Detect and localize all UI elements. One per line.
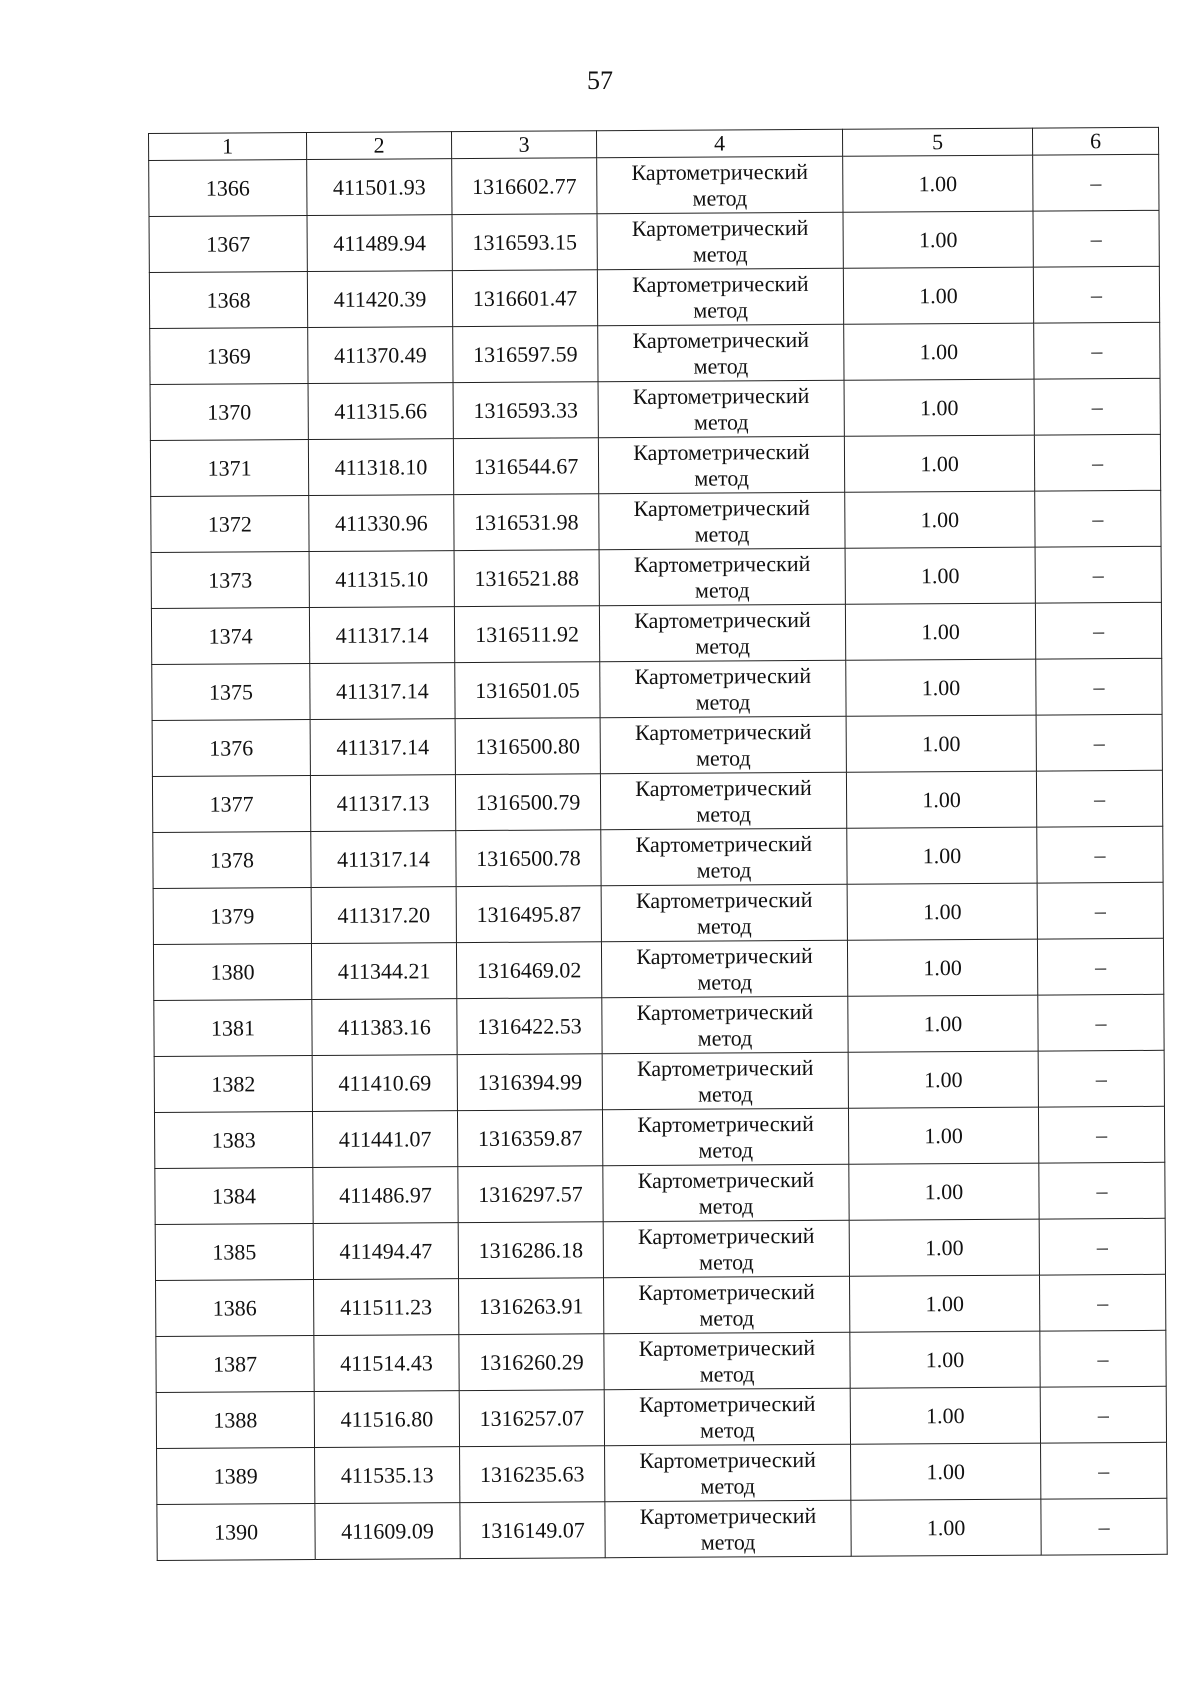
method-line1: Картометрический (634, 718, 812, 745)
y-coordinate-cell: 1316521.88 (454, 550, 599, 607)
method-cell (598, 380, 844, 438)
table-row (151, 546, 1161, 608)
method-line1: Картометрический (632, 270, 809, 297)
table-row (156, 1386, 1166, 1448)
method-line1: Картометрический (636, 1054, 814, 1081)
x-coordinate-cell: 411317.14 (310, 663, 455, 720)
table-row (149, 154, 1159, 216)
x-coordinate-cell: 411370.49 (308, 327, 453, 384)
page-number: 57 (587, 66, 613, 95)
method-line2: метод (696, 800, 752, 827)
x-coordinate-cell: 411535.13 (315, 1447, 460, 1504)
method-line1: Картометрический (632, 326, 810, 353)
x-coordinate-cell: 411317.13 (310, 775, 455, 832)
method-cell (604, 1388, 850, 1446)
x-coordinate-cell: 411344.21 (311, 943, 456, 1000)
y-coordinate-cell: 1316593.33 (453, 382, 598, 439)
accuracy-cell: 1.00 (849, 1219, 1039, 1276)
accuracy-cell: 1.00 (848, 995, 1038, 1052)
x-coordinate-cell: 411516.80 (314, 1391, 459, 1448)
method-cell (600, 772, 846, 830)
point-number-cell: 1384 (155, 1168, 313, 1225)
y-coordinate-cell: 1316501.05 (455, 662, 600, 719)
accuracy-cell: 1.00 (848, 1107, 1038, 1164)
y-coordinate-cell: 1316263.91 (459, 1278, 604, 1335)
y-coordinate-cell: 1316495.87 (456, 886, 601, 943)
y-coordinate-cell: 1316469.02 (456, 942, 601, 999)
method-cell (597, 268, 843, 326)
table-row (154, 1106, 1164, 1168)
accuracy-cell: 1.00 (843, 155, 1033, 212)
remark-cell: – (1039, 1218, 1165, 1275)
x-coordinate-cell: 411383.16 (312, 999, 457, 1056)
method-cell (600, 660, 846, 718)
y-coordinate-cell: 1316394.99 (457, 1054, 602, 1111)
method-cell (604, 1276, 850, 1334)
x-coordinate-cell: 411410.69 (312, 1055, 457, 1112)
table-row (153, 826, 1163, 888)
y-coordinate-cell: 1316511.92 (454, 606, 599, 663)
point-number-cell: 1383 (154, 1112, 312, 1169)
remark-cell: – (1035, 490, 1161, 547)
table-row (153, 938, 1163, 1000)
y-coordinate-cell: 1316286.18 (458, 1222, 603, 1279)
column-header: 4 (596, 129, 842, 158)
column-header: 6 (1032, 127, 1158, 155)
y-coordinate-cell: 1316597.59 (453, 326, 598, 383)
method-line2: метод (694, 464, 749, 491)
table-row (153, 882, 1163, 944)
point-number-cell: 1366 (149, 160, 307, 217)
y-coordinate-cell: 1316235.63 (460, 1446, 605, 1503)
column-header: 5 (842, 128, 1032, 156)
remark-cell: – (1033, 266, 1159, 323)
method-cell (602, 1108, 848, 1166)
method-line2: метод (698, 1192, 754, 1219)
y-coordinate-cell: 1316257.07 (459, 1390, 604, 1447)
method-line1: Картометрический (638, 1278, 815, 1305)
method-cell (602, 996, 848, 1054)
table-row (156, 1330, 1166, 1392)
method-cell (605, 1444, 851, 1502)
table-row (155, 1218, 1165, 1280)
method-line1: Картометрический (631, 214, 809, 241)
method-cell (598, 436, 844, 494)
point-number-cell: 1379 (153, 888, 311, 945)
method-cell (599, 548, 845, 606)
point-number-cell: 1378 (153, 832, 311, 889)
method-cell (600, 716, 846, 774)
method-line1: Картометрический (632, 382, 810, 409)
method-line1: Картометрический (633, 494, 811, 521)
method-line2: метод (697, 968, 753, 995)
point-number-cell: 1382 (154, 1056, 312, 1113)
accuracy-cell: 1.00 (845, 491, 1035, 548)
method-line1: Картометрический (639, 1502, 817, 1529)
point-number-cell: 1369 (150, 328, 308, 385)
remark-cell: – (1036, 658, 1162, 715)
method-cell (603, 1220, 849, 1278)
x-coordinate-cell: 411609.09 (315, 1503, 460, 1560)
point-number-cell: 1388 (156, 1392, 314, 1449)
table-row (152, 714, 1162, 776)
point-number-cell: 1371 (150, 440, 308, 497)
point-number-cell: 1385 (155, 1224, 313, 1281)
method-cell (605, 1500, 851, 1558)
table-row (150, 434, 1160, 496)
x-coordinate-cell: 411501.93 (307, 159, 452, 216)
remark-cell: – (1035, 602, 1161, 659)
remark-cell: – (1037, 826, 1163, 883)
method-line1: Картометрический (631, 158, 809, 185)
remark-cell: – (1034, 434, 1160, 491)
point-number-cell: 1390 (157, 1504, 315, 1561)
method-cell (599, 492, 845, 550)
point-number-cell: 1380 (153, 944, 311, 1001)
remark-cell: – (1038, 994, 1164, 1051)
accuracy-cell: 1.00 (849, 1163, 1039, 1220)
table-row (151, 490, 1161, 552)
y-coordinate-cell: 1316601.47 (452, 270, 597, 327)
y-coordinate-cell: 1316500.78 (456, 830, 601, 887)
x-coordinate-cell: 411317.14 (310, 719, 455, 776)
point-number-cell: 1374 (151, 608, 309, 665)
method-line2: метод (700, 1416, 755, 1443)
remark-cell: – (1040, 1330, 1166, 1387)
point-number-cell: 1386 (156, 1280, 314, 1337)
method-cell (597, 156, 843, 214)
point-number-cell: 1381 (154, 1000, 312, 1057)
method-line1: Картометрический (638, 1390, 816, 1417)
method-line2: метод (698, 1136, 754, 1163)
remark-cell: – (1034, 378, 1160, 435)
method-line2: метод (694, 576, 750, 603)
method-cell (597, 212, 843, 270)
y-coordinate-cell: 1316531.98 (454, 494, 599, 551)
x-coordinate-cell: 411489.94 (307, 215, 452, 272)
method-cell (599, 604, 845, 662)
remark-cell: – (1038, 1050, 1164, 1107)
accuracy-cell: 1.00 (847, 827, 1037, 884)
y-coordinate-cell: 1316500.79 (455, 774, 600, 831)
table-row (151, 602, 1161, 664)
method-line2: метод (694, 520, 750, 547)
method-cell (602, 1052, 848, 1110)
table-row (156, 1274, 1166, 1336)
table-body (149, 154, 1168, 1560)
method-cell (604, 1332, 850, 1390)
method-cell (603, 1164, 849, 1222)
x-coordinate-cell: 411330.96 (309, 495, 454, 552)
y-coordinate-cell: 1316359.87 (457, 1110, 602, 1167)
remark-cell: – (1038, 1106, 1164, 1163)
y-coordinate-cell: 1316593.15 (452, 214, 597, 271)
point-number-cell: 1368 (149, 272, 307, 329)
y-coordinate-cell: 1316544.67 (453, 438, 598, 495)
y-coordinate-cell: 1316602.77 (452, 158, 597, 215)
point-number-cell: 1373 (151, 552, 309, 609)
accuracy-cell: 1.00 (843, 211, 1033, 268)
method-line2: метод (693, 352, 749, 379)
table-row (155, 1162, 1165, 1224)
method-line2: метод (695, 688, 751, 715)
column-header: 3 (451, 131, 596, 159)
remark-cell: – (1039, 1162, 1165, 1219)
accuracy-cell: 1.00 (845, 547, 1035, 604)
method-line1: Картометрический (633, 550, 811, 577)
x-coordinate-cell: 411514.43 (314, 1335, 459, 1392)
coordinates-table (148, 127, 1168, 1561)
table-row (154, 994, 1164, 1056)
y-coordinate-cell: 1316500.80 (455, 718, 600, 775)
y-coordinate-cell: 1316422.53 (457, 998, 602, 1055)
table-row (149, 210, 1159, 272)
remark-cell: – (1033, 154, 1159, 211)
method-line2: метод (692, 240, 748, 267)
method-line2: метод (697, 1024, 753, 1051)
method-line2: метод (700, 1528, 756, 1555)
x-coordinate-cell: 411315.66 (308, 383, 453, 440)
method-line2: метод (696, 912, 752, 939)
method-line2: метод (695, 632, 750, 659)
table-row (152, 658, 1162, 720)
method-line1: Картометрический (637, 1110, 814, 1137)
x-coordinate-cell: 411317.14 (309, 607, 454, 664)
method-line2: метод (699, 1304, 755, 1331)
accuracy-cell: 1.00 (848, 1051, 1038, 1108)
point-number-cell: 1389 (157, 1448, 315, 1505)
method-line1: Картометрический (639, 1446, 816, 1473)
remark-cell: – (1041, 1498, 1167, 1555)
x-coordinate-cell: 411494.47 (313, 1223, 458, 1280)
remark-cell: – (1039, 1274, 1165, 1331)
method-cell (601, 940, 847, 998)
point-number-cell: 1370 (150, 384, 308, 441)
table-row (157, 1442, 1167, 1504)
x-coordinate-cell: 411441.07 (312, 1111, 457, 1168)
accuracy-cell: 1.00 (849, 1275, 1039, 1332)
remark-cell: – (1041, 1442, 1167, 1499)
x-coordinate-cell: 411318.10 (308, 439, 453, 496)
method-line1: Картометрический (636, 942, 813, 969)
remark-cell: – (1033, 210, 1159, 267)
method-line1: Картометрический (637, 1166, 815, 1193)
remark-cell: – (1035, 546, 1161, 603)
point-number-cell: 1372 (151, 496, 309, 553)
remark-cell: – (1036, 714, 1162, 771)
method-line2: метод (696, 856, 752, 883)
accuracy-cell: 1.00 (844, 435, 1034, 492)
method-line2: метод (695, 744, 751, 771)
method-line1: Картометрический (634, 606, 811, 633)
remark-cell: – (1037, 938, 1163, 995)
method-line2: метод (692, 184, 748, 211)
y-coordinate-cell: 1316149.07 (460, 1502, 605, 1559)
table-row (152, 770, 1162, 832)
table-row (150, 322, 1160, 384)
remark-cell: – (1040, 1386, 1166, 1443)
x-coordinate-cell: 411511.23 (314, 1279, 459, 1336)
method-line1: Картометрический (636, 998, 814, 1025)
table-row (154, 1050, 1164, 1112)
point-number-cell: 1375 (152, 664, 310, 721)
accuracy-cell: 1.00 (847, 883, 1037, 940)
accuracy-cell: 1.00 (844, 379, 1034, 436)
method-line2: метод (700, 1472, 756, 1499)
method-line1: Картометрический (635, 774, 812, 801)
remark-cell: – (1034, 322, 1160, 379)
accuracy-cell: 1.00 (851, 1443, 1041, 1500)
accuracy-cell: 1.00 (846, 659, 1036, 716)
method-cell (601, 828, 847, 886)
point-number-cell: 1376 (152, 720, 310, 777)
x-coordinate-cell: 411486.97 (313, 1167, 458, 1224)
remark-cell: – (1036, 770, 1162, 827)
point-number-cell: 1377 (152, 776, 310, 833)
table-row (150, 378, 1160, 440)
y-coordinate-cell: 1316260.29 (459, 1334, 604, 1391)
accuracy-cell: 1.00 (847, 939, 1037, 996)
accuracy-cell: 1.00 (850, 1331, 1040, 1388)
accuracy-cell: 1.00 (846, 771, 1036, 828)
x-coordinate-cell: 411315.10 (309, 551, 454, 608)
y-coordinate-cell: 1316297.57 (458, 1166, 603, 1223)
method-line1: Картометрический (637, 1222, 815, 1249)
accuracy-cell: 1.00 (850, 1387, 1040, 1444)
column-header: 2 (307, 132, 452, 160)
accuracy-cell: 1.00 (844, 323, 1034, 380)
method-line1: Картометрический (638, 1334, 816, 1361)
accuracy-cell: 1.00 (846, 715, 1036, 772)
x-coordinate-cell: 411317.14 (311, 831, 456, 888)
accuracy-cell: 1.00 (843, 267, 1033, 324)
x-coordinate-cell: 411420.39 (307, 271, 452, 328)
method-line1: Картометрический (635, 886, 813, 913)
remark-cell: – (1037, 882, 1163, 939)
method-line2: метод (693, 408, 749, 435)
method-line2: метод (699, 1360, 755, 1387)
method-cell (601, 884, 847, 942)
column-header: 1 (149, 133, 307, 161)
method-line2: метод (699, 1248, 754, 1275)
method-line2: метод (693, 296, 748, 323)
method-line2: метод (698, 1080, 753, 1107)
method-line1: Картометрический (634, 662, 812, 689)
accuracy-cell: 1.00 (851, 1499, 1041, 1556)
method-line1: Картометрический (633, 438, 810, 465)
table-row (149, 266, 1159, 328)
x-coordinate-cell: 411317.20 (311, 887, 456, 944)
method-line1: Картометрический (635, 830, 813, 857)
table-row (157, 1498, 1167, 1560)
method-cell (598, 324, 844, 382)
accuracy-cell: 1.00 (845, 603, 1035, 660)
point-number-cell: 1387 (156, 1336, 314, 1393)
point-number-cell: 1367 (149, 216, 307, 273)
